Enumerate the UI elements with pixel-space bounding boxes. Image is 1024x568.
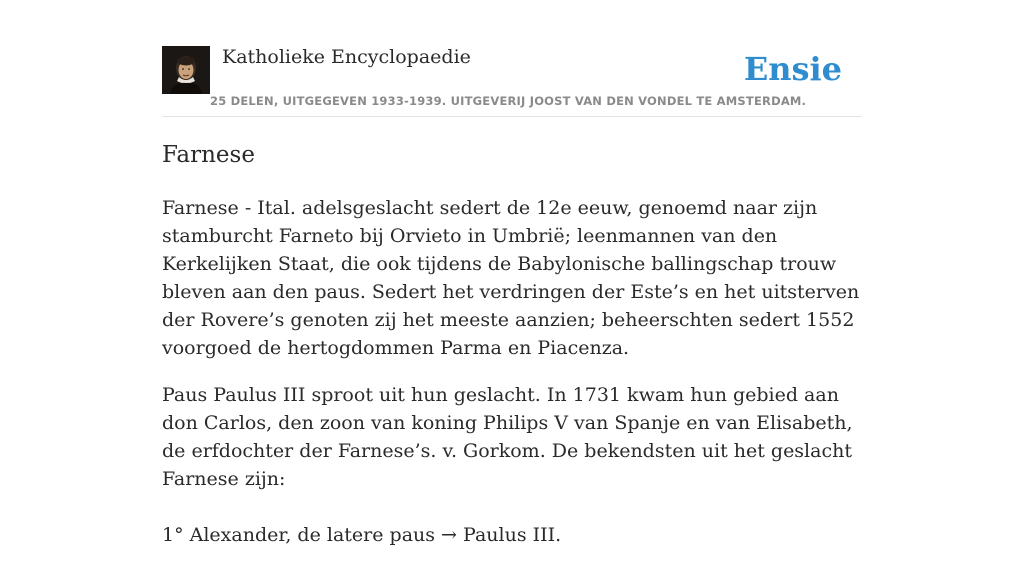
article-paragraph: Paus Paulus III sproot uit hun geslacht. In 1731 kwam hun gebied aan don Carlos, den zoon van koning Philips V van Spanje en van Elisabeth, de erfdochter der Farnese’s. v. Gorkom. De bekendsten uit het geslacht Farnese zijn: [162, 384, 853, 490]
list-item [162, 521, 862, 549]
article-title: Farnese [162, 142, 255, 168]
source-header [162, 46, 862, 117]
portrait-avatar-icon[interactable] [162, 46, 210, 94]
paulus-iii-link[interactable]: Paulus III. [463, 524, 562, 546]
portrait-image [162, 46, 210, 94]
article [162, 138, 862, 568]
source-meta: 25 DELEN, UITGEGEVEN 1933-1939. UITGEVERIJ JOOST VAN DEN VONDEL TE AMSTERDAM. [210, 94, 807, 108]
article-paragraph: Farnese - Ital. adelsgeslacht sedert de 12e eeuw, genoemd naar zijn stamburcht Farneto bij Orvieto in Umbrië; leenmannen van den Kerkelijken Staat, die ook tijdens de Babylonische ballingschap trouw bleven aan den paus. Sedert het verdringen der Este’s en het uitsterven der Rovere’s genoten zij het meeste aanzien; beheerschten sedert 1552 voorgoed de hertogdommen Parma en Piacenza. [162, 197, 860, 359]
list-item-text: 1° Alexander, de latere paus → [162, 524, 464, 546]
brand-logo-link[interactable]: Ensie [743, 50, 842, 88]
source-title[interactable]: Katholieke Encyclopaedie [222, 46, 471, 68]
